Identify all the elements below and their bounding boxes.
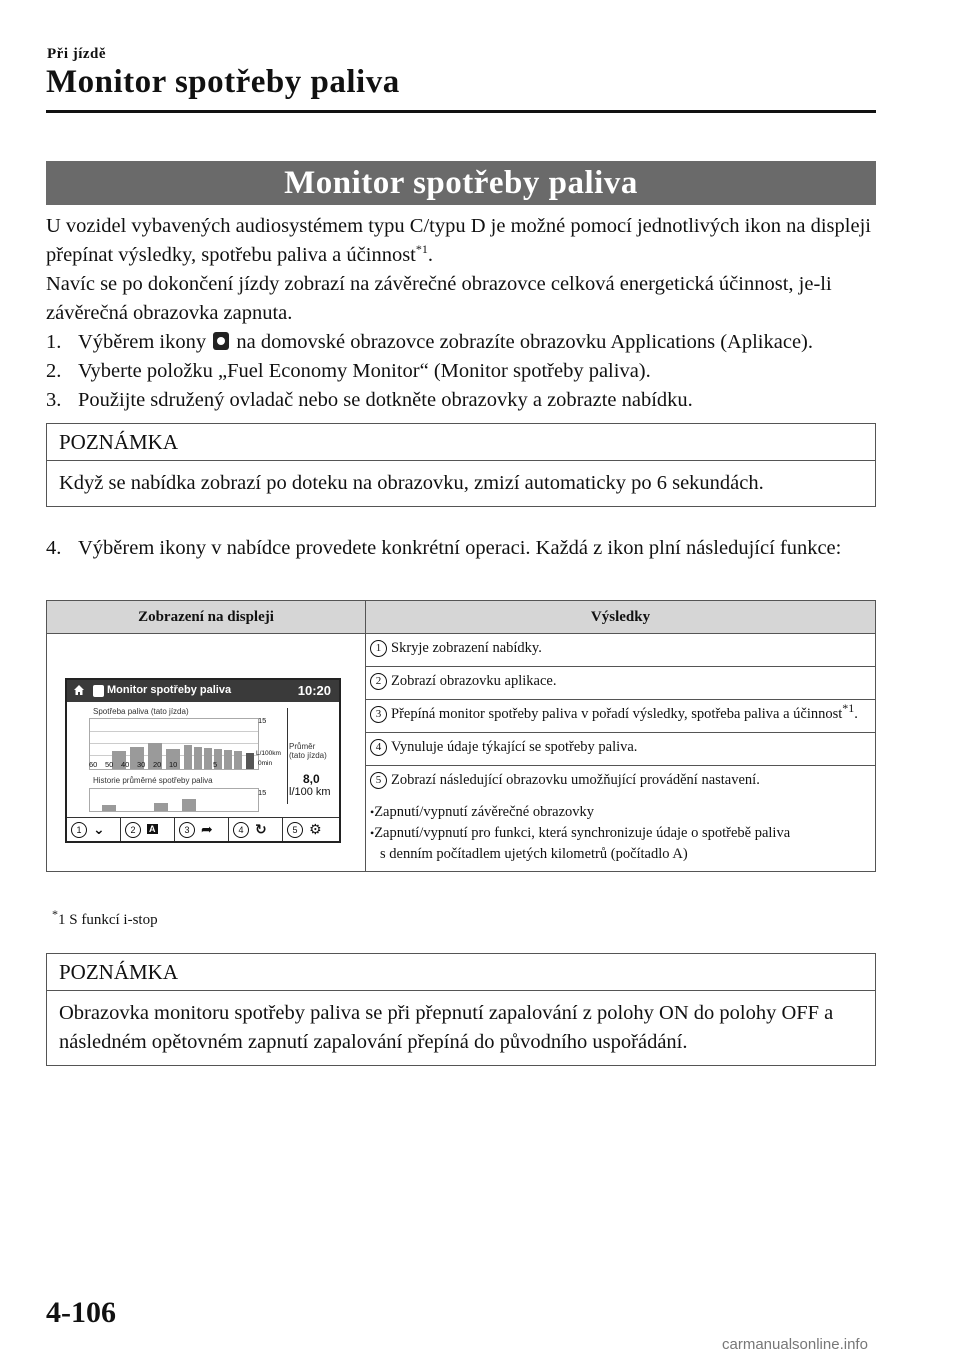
switch-view-icon: ➦ bbox=[201, 821, 213, 837]
screen-header bbox=[67, 680, 339, 702]
step-3: 3. Použijte sdružený ovladač nebo se dotkněte obrazovky a zobrazte nabídku. bbox=[46, 389, 693, 411]
home-icon bbox=[73, 684, 85, 696]
title-rule bbox=[46, 110, 876, 113]
intro-paragraph-2: Navíc se po dokončení jízdy zobrazí na závěrečné obrazovce celková energetická účinnost, je-li závěrečná obrazovka zapnuta. bbox=[46, 273, 832, 324]
chart-bar bbox=[184, 745, 192, 769]
note-box-2 bbox=[46, 953, 876, 1066]
note-heading: POZNÁMKA bbox=[59, 960, 179, 984]
table-row: 5 Zobrazí následující obrazovku umožňující provádění nastavení. bbox=[47, 766, 876, 799]
page-number: 4-106 bbox=[46, 1296, 116, 1329]
chevron-down-icon: ⌄ bbox=[93, 821, 105, 837]
average-label: Průměr (tato jízda) bbox=[289, 742, 327, 760]
clock: 10:20 bbox=[297, 683, 331, 698]
table-row: 4 Vynuluje údaje týkající se spotřeby paliva. bbox=[47, 733, 876, 766]
chart-bar bbox=[234, 751, 242, 769]
applications-icon: A bbox=[149, 824, 156, 834]
list-item: •Zapnutí/vypnutí pro funkci, která synchronizuje údaje o spotřebě paliva bbox=[370, 825, 791, 841]
chart-label: Spotřeba paliva (tato jízda) bbox=[93, 707, 189, 716]
table-row: 3 Přepíná monitor spotřeby paliva v pořadí výsledky, spotřeba paliva a účinnost$^{*1}$. bbox=[47, 700, 876, 733]
chart-bar bbox=[224, 750, 232, 769]
intro-paragraph-1: U vozidel vybavených audiosystémem typu C/typu D je možné pomocí jednotlivých ikon na displeji přepínat výsledky, spotřebu paliva a účinnost$^{*1}$. bbox=[46, 215, 871, 266]
x-tick: 10 bbox=[169, 760, 178, 769]
applications-icon bbox=[93, 685, 104, 697]
gear-icon: ⚙ bbox=[309, 821, 322, 837]
page-title: Monitor spotřeby paliva bbox=[46, 64, 400, 100]
step-1: 1. Výběrem ikony na domovské obrazovce zobrazíte obrazovku Applications (Aplikace). bbox=[46, 331, 813, 353]
step-4: 4. Výběrem ikony v nabídce provedete konkrétní operaci. Každá z ikon plní následující funkce: bbox=[46, 537, 842, 559]
chart-bar bbox=[194, 747, 202, 769]
screen-title: Monitor spotřeby paliva bbox=[107, 684, 232, 696]
chart-unit: L/100km bbox=[256, 750, 281, 757]
menu-applications-button[interactable]: 2 A bbox=[121, 818, 175, 842]
section-banner: Monitor spotřeby paliva bbox=[46, 161, 876, 205]
x-tick: 5 bbox=[213, 760, 218, 769]
x-tick: 40 bbox=[121, 760, 130, 769]
menu-reset-button[interactable]: 4 ↻ bbox=[229, 818, 283, 842]
chart-zero: 0min bbox=[258, 760, 273, 767]
note-body: Obrazovka monitoru spotřeby paliva se při přepnutí zapalování z polohy ON do polohy OFF a následném opětovném zapnutí zapalování přepíná do původního uspořádání. bbox=[47, 990, 875, 1065]
x-tick: 60 bbox=[89, 760, 98, 769]
note-box-1 bbox=[46, 423, 876, 507]
x-tick: 50 bbox=[105, 760, 114, 769]
note-body: Když se nabídka zobrazí po doteku na obrazovku, zmizí automaticky po 6 sekundách. bbox=[47, 460, 875, 506]
list-item: s denním počítadlem ujetých kilometrů (počítadlo A) bbox=[380, 846, 688, 862]
average-value: 8,0 bbox=[303, 772, 320, 786]
history-chart bbox=[89, 788, 259, 812]
intro-text bbox=[46, 212, 886, 415]
chart-max: 15 bbox=[258, 716, 267, 725]
note-heading: POZNÁMKA bbox=[59, 430, 179, 454]
menu-settings-button[interactable]: 5 ⚙ bbox=[283, 818, 337, 842]
divider bbox=[287, 708, 288, 804]
x-tick: 20 bbox=[153, 760, 162, 769]
fuel-monitor-screen bbox=[65, 678, 341, 843]
step-2: 2. Vyberte položku „Fuel Economy Monitor“ (Monitor spotřeby paliva). bbox=[46, 360, 651, 382]
chart-bar bbox=[204, 748, 212, 769]
reset-icon: ↻ bbox=[255, 821, 267, 837]
menu-switch-button[interactable]: 3 ➦ bbox=[175, 818, 229, 842]
menu-hide-button[interactable]: 1 ⌄ bbox=[67, 818, 121, 842]
chart-bar bbox=[154, 803, 168, 811]
table-row: 2 Zobrazí obrazovku aplikace. bbox=[47, 667, 876, 700]
list-item: •Zapnutí/vypnutí závěrečné obrazovky bbox=[370, 804, 595, 820]
chart-bar bbox=[182, 799, 196, 811]
breadcrumb: Při jízdě bbox=[47, 46, 107, 62]
history-max: 15 bbox=[258, 788, 267, 797]
average-unit: l/100 km bbox=[289, 786, 331, 798]
chart-bar bbox=[246, 753, 254, 769]
history-label: Historie průměrné spotřeby paliva bbox=[93, 776, 213, 785]
table-row: 1 Skryje zobrazení nabídky. bbox=[47, 634, 876, 667]
applications-icon bbox=[213, 332, 229, 350]
table-header-results: Výsledky bbox=[366, 601, 876, 634]
watermark: carmanualsonline.info bbox=[722, 1336, 868, 1353]
chart-bar bbox=[102, 805, 116, 811]
x-tick: 30 bbox=[137, 760, 146, 769]
footnote: *1 S funkcí i-stop bbox=[52, 907, 158, 928]
table-header-display: Zobrazení na displeji bbox=[47, 601, 366, 634]
screen-menu bbox=[67, 817, 339, 842]
